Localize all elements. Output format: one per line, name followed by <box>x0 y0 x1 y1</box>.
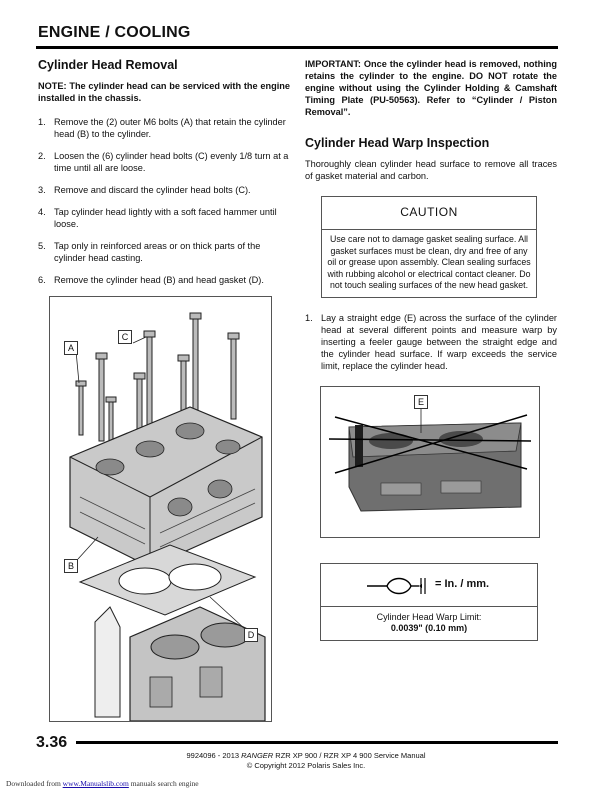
manual-title: 9924096 - 2013 RANGER RZR XP 900 / RZR XP 4 900 Service Manual <box>186 751 426 760</box>
cylinder-head-exploded-figure <box>49 296 272 722</box>
download-attribution: Downloaded from www.Manualslib.com manuals search engine <box>6 779 199 788</box>
warp-inspection-photo <box>321 387 539 537</box>
page-number: 3.36 <box>36 734 68 751</box>
copyright: © Copyright 2012 Polaris Sales Inc. <box>246 761 366 770</box>
callout-d: D <box>244 628 258 642</box>
warp-step: 1. Lay a straight edge (E) across the surface of the cylinder head at several different points and measure warp by inserting a feeler gauge between the straight edge and the cylinder head surface. If warp exceeds the service limit, replace the cylinder head. <box>305 312 557 371</box>
removal-step: 2. Loosen the (6) cylinder head bolts (C) evenly 1/8 turn at a time until all are loose. <box>38 151 289 173</box>
warp-limit-label: Cylinder Head Warp Limit: <box>376 612 482 622</box>
header-rule <box>36 46 558 49</box>
warp-limit-spec-box <box>320 563 538 641</box>
spec-unit: = In. / mm. <box>435 578 490 590</box>
removal-step: 4. Tap cylinder head lightly with a soft faced hammer until loose. <box>38 207 277 229</box>
right-column <box>305 58 557 382</box>
left-column <box>38 58 290 296</box>
footer-rule <box>76 741 558 744</box>
removal-step: 6. Remove the cylinder head (B) and head gasket (D). <box>38 275 264 285</box>
removal-steps <box>38 116 290 286</box>
callout-e: E <box>414 395 428 409</box>
removal-step: 1. Remove the (2) outer M6 bolts (A) that retain the cylinder head (B) to the cylinder. <box>38 117 286 139</box>
removal-note: NOTE: The cylinder head can be serviced with the engine installed in the chassis. <box>38 81 290 103</box>
callout-a: A <box>64 341 78 355</box>
warp-inspection-figure <box>320 386 540 538</box>
warp-limit-value: 0.0039" (0.10 mm) <box>390 623 468 633</box>
cylinder-head-removal-heading: Cylinder Head Removal <box>38 58 178 72</box>
caution-title: CAUTION <box>322 197 536 230</box>
warp-steps <box>305 312 557 372</box>
removal-step: 3. Remove and discard the cylinder head bolts (C). <box>38 185 251 195</box>
warp-inspection-heading: Cylinder Head Warp Inspection <box>305 136 490 150</box>
cylinder-head-exploded-illustration <box>50 297 271 721</box>
callout-c: C <box>118 330 132 344</box>
warp-intro: Thoroughly clean cylinder head surface to remove all traces of gasket material and carbon. <box>305 159 557 181</box>
removal-step: 5. Tap only in reinforced areas or on thick parts of the cylinder head casting. <box>38 241 261 263</box>
page-section-title: ENGINE / COOLING <box>38 24 191 41</box>
manualslib-link[interactable]: www.Manualslib.com <box>62 779 129 788</box>
caution-text: Use care not to damage gasket sealing surface. All gasket surfaces must be clean, dry and free of any oil or grease upon assembly. Clean sealing surfaces with rubbing alcohol or electrical contact cleaner. Do not touch sealing surfaces of the new head gasket. <box>327 234 531 290</box>
important-notice: IMPORTANT: Once the cylinder head is removed, nothing retains the cylinder to the engine. DO NOT rotate the engine without using the Cylinder Holding & Camshaft Timing Plate (PU-50563). Refer to “Cylinder / Piston Removal”. <box>305 59 557 117</box>
callout-b: B <box>64 559 78 573</box>
feeler-gauge-icon <box>365 572 431 600</box>
caution-box <box>321 196 537 298</box>
